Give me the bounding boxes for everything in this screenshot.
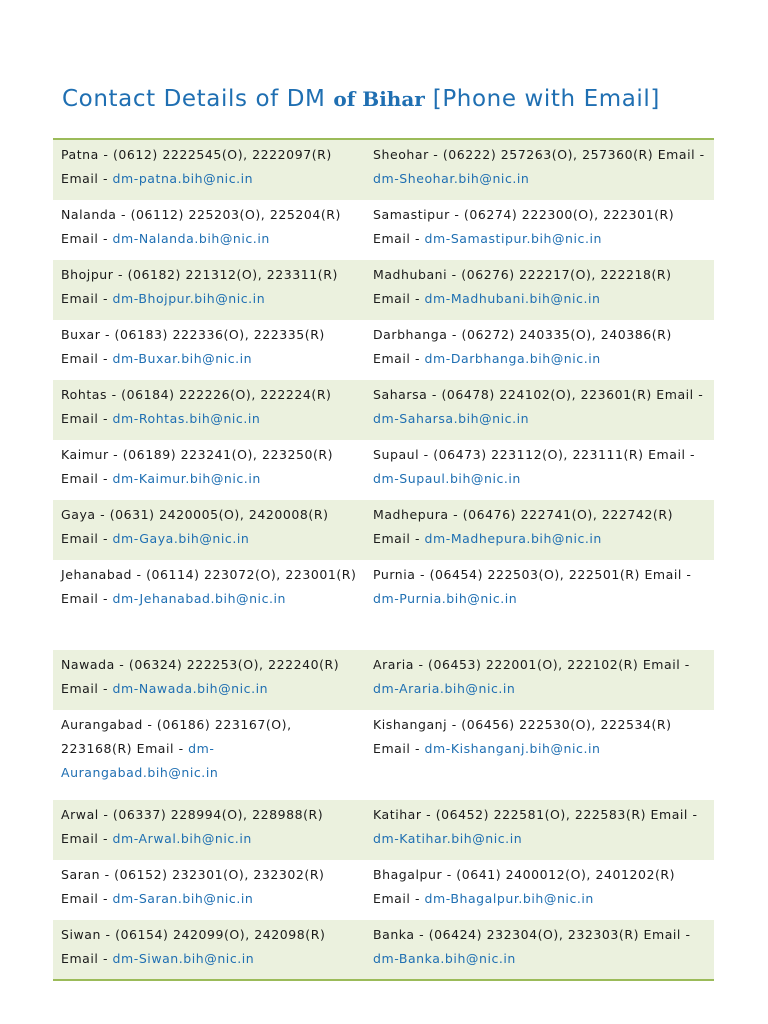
contact-text: Banka - (06424) 232304(O), 232303(R) Email - <box>373 927 691 942</box>
contact-cell-right <box>365 440 714 500</box>
email-link[interactable]: dm-Kaimur.bih@nic.in <box>112 471 261 486</box>
contact-table <box>53 140 714 980</box>
email-link[interactable]: dm-Kishanganj.bih@nic.in <box>424 741 601 756</box>
contact-cell-right <box>365 920 714 980</box>
contact-cell-left <box>53 800 365 860</box>
contact-text: Siwan - (06154) 242099(O), 242098(R) Email - <box>61 927 326 966</box>
contact-cell-right <box>365 260 714 320</box>
email-link[interactable]: dm-Arwal.bih@nic.in <box>112 831 252 846</box>
contact-text: Buxar - (06183) 222336(O), 222335(R) Email - <box>61 327 325 366</box>
email-link[interactable]: dm-Saharsa.bih@nic.in <box>373 411 530 426</box>
email-link[interactable]: dm-patna.bih@nic.in <box>112 171 254 186</box>
title-part-3: [Phone with Email] <box>424 86 660 112</box>
contact-cell-left <box>53 860 365 920</box>
contact-cell-left <box>53 380 365 440</box>
title-part-1: Contact Details of DM <box>62 86 334 112</box>
contact-cell-left <box>53 260 365 320</box>
email-link[interactable]: dm-Purnia.bih@nic.in <box>373 591 518 606</box>
contact-cell-left <box>53 710 365 800</box>
contact-text: Kishanganj - (06456) 222530(O), 222534(R) Email - <box>373 717 672 756</box>
contact-cell-right <box>365 200 714 260</box>
contact-cell-right <box>365 320 714 380</box>
contact-text: Samastipur - (06274) 222300(O), 222301(R) Email - <box>373 207 675 246</box>
contact-text: Rohtas - (06184) 222226(O), 222224(R) Email - <box>61 387 332 426</box>
email-link[interactable]: dm-Saran.bih@nic.in <box>112 891 254 906</box>
email-link[interactable]: dm-Madhubani.bih@nic.in <box>424 291 601 306</box>
contact-text: Kaimur - (06189) 223241(O), 223250(R) Email - <box>61 447 334 486</box>
contact-text: Nawada - (06324) 222253(O), 222240(R) Email - <box>61 657 340 696</box>
contact-text: Gaya - (0631) 2420005(O), 2420008(R) Email - <box>61 507 329 546</box>
email-link[interactable]: dm-Nalanda.bih@nic.in <box>112 231 270 246</box>
contact-text: Aurangabad - (06186) 223167(O), 223168(R) Email - <box>61 717 292 756</box>
contact-cell-left <box>53 320 365 380</box>
contact-cell-right <box>365 650 714 710</box>
contact-text: Araria - (06453) 222001(O), 222102(R) Email - <box>373 657 690 672</box>
email-link[interactable]: dm-Rohtas.bih@nic.in <box>112 411 261 426</box>
email-link[interactable]: dm-Jehanabad.bih@nic.in <box>112 591 287 606</box>
contact-text: Darbhanga - (06272) 240335(O), 240386(R) Email - <box>373 327 672 366</box>
table-row <box>53 860 714 920</box>
email-link[interactable]: dm-Araria.bih@nic.in <box>373 681 516 696</box>
contact-text: Saharsa - (06478) 224102(O), 223601(R) Email - <box>373 387 704 402</box>
email-link[interactable]: dm-Supaul.bih@nic.in <box>373 471 521 486</box>
contact-text: Bhojpur - (06182) 221312(O), 223311(R) Email - <box>61 267 338 306</box>
contact-text: Sheohar - (06222) 257263(O), 257360(R) Email - <box>373 147 705 162</box>
email-link[interactable]: dm-Bhojpur.bih@nic.in <box>112 291 266 306</box>
contact-text: Katihar - (06452) 222581(O), 222583(R) Email - <box>373 807 698 822</box>
contact-text: Saran - (06152) 232301(O), 232302(R) Email - <box>61 867 325 906</box>
contact-cell-left <box>53 920 365 980</box>
contact-cell-left <box>53 650 365 710</box>
table-row <box>53 500 714 560</box>
table-row <box>53 650 714 710</box>
email-link[interactable]: dm-Nawada.bih@nic.in <box>112 681 269 696</box>
email-link[interactable]: dm-Aurangabad.bih@nic.in <box>61 741 219 780</box>
contact-cell-right <box>365 860 714 920</box>
table-row <box>53 710 714 800</box>
table-row <box>53 200 714 260</box>
contact-cell-left <box>53 500 365 560</box>
contact-cell-right <box>365 500 714 560</box>
page-title <box>62 86 660 112</box>
table-row <box>53 380 714 440</box>
table-row <box>53 260 714 320</box>
table-row <box>53 440 714 500</box>
email-link[interactable]: dm-Sheohar.bih@nic.in <box>373 171 530 186</box>
contact-text: Nalanda - (06112) 225203(O), 225204(R) Email - <box>61 207 341 246</box>
table-row <box>53 560 714 650</box>
table-bottom-rule <box>53 979 714 981</box>
email-link[interactable]: dm-Siwan.bih@nic.in <box>112 951 255 966</box>
table-row <box>53 920 714 980</box>
email-link[interactable]: dm-Darbhanga.bih@nic.in <box>424 351 601 366</box>
contact-cell-right <box>365 560 714 650</box>
contact-text: Supaul - (06473) 223112(O), 223111(R) Email - <box>373 447 696 462</box>
contact-cell-left <box>53 140 365 200</box>
table-row <box>53 800 714 860</box>
contact-cell-left <box>53 440 365 500</box>
contact-text: Patna - (0612) 2222545(O), 2222097(R) Email - <box>61 147 332 186</box>
contact-text: Madhubani - (06276) 222217(O), 222218(R) Email - <box>373 267 672 306</box>
email-link[interactable]: dm-Samastipur.bih@nic.in <box>424 231 602 246</box>
contact-cell-right <box>365 140 714 200</box>
table-row <box>53 140 714 200</box>
contact-text: Purnia - (06454) 222503(O), 222501(R) Email - <box>373 567 692 582</box>
contact-cell-left <box>53 200 365 260</box>
contact-text: Jehanabad - (06114) 223072(O), 223001(R) Email - <box>61 567 357 606</box>
contact-cell-left <box>53 560 365 650</box>
title-part-2: of Bihar <box>333 87 425 111</box>
contact-cell-right <box>365 800 714 860</box>
email-link[interactable]: dm-Buxar.bih@nic.in <box>112 351 253 366</box>
table-row <box>53 320 714 380</box>
email-link[interactable]: dm-Madhepura.bih@nic.in <box>424 531 602 546</box>
contact-text: Madhepura - (06476) 222741(O), 222742(R) Email - <box>373 507 674 546</box>
contact-text: Bhagalpur - (0641) 2400012(O), 2401202(R) Email - <box>373 867 676 906</box>
contact-cell-right <box>365 710 714 800</box>
email-link[interactable]: dm-Gaya.bih@nic.in <box>112 531 250 546</box>
email-link[interactable]: dm-Bhagalpur.bih@nic.in <box>424 891 594 906</box>
contact-text: Arwal - (06337) 228994(O), 228988(R) Email - <box>61 807 324 846</box>
email-link[interactable]: dm-Banka.bih@nic.in <box>373 951 516 966</box>
contact-cell-right <box>365 380 714 440</box>
email-link[interactable]: dm-Katihar.bih@nic.in <box>373 831 523 846</box>
